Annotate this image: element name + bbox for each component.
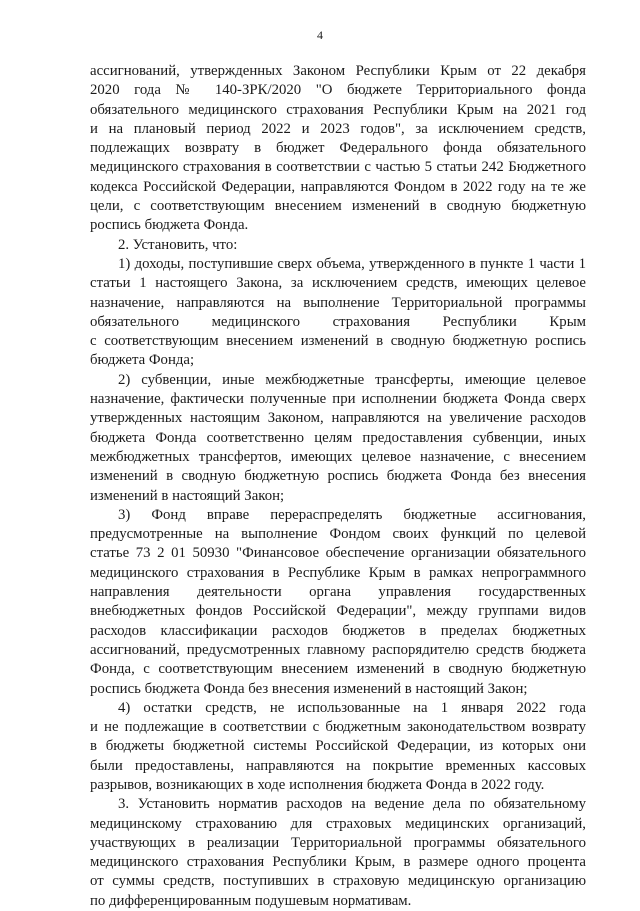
text-line: цели, с соответствующим внесением изменений в сводную бюджетную <box>90 198 586 215</box>
text-line: внебюджетных фондов Российской Федерации", между группами видов <box>90 603 586 620</box>
text-line: медицинского страхования Республики Крым, в размере одного процента <box>90 854 586 871</box>
text-line: изменений в настоящий Закон; <box>90 487 285 504</box>
text-line: 3. Установить норматив расходов на ведение дела по обязательному <box>118 796 586 813</box>
text-line: и на плановый период 2022 и 2023 годов", за исключением средств, <box>90 120 586 137</box>
text-line: разрывов, возникающих в ходе исполнения бюджета Фонда в 2022 году. <box>90 776 545 793</box>
document-body <box>90 62 586 911</box>
text-line: 3) Фонд вправе перераспределять бюджетные ассигнования, <box>118 506 586 523</box>
text-line: от суммы средств, поступивших в страховую медицинскую организацию <box>90 873 586 890</box>
text-line: предусмотренные на выполнение Фондом своих функций по целевой <box>90 526 586 543</box>
text-line: направления деятельности органа управления государственных <box>90 584 586 601</box>
text-line: 2) субвенции, иные межбюджетные трансферты, имеющие целевое <box>118 371 586 388</box>
text-line: статье 73 2 01 50930 "Финансовое обеспечение организации обязательного <box>90 545 586 562</box>
text-line: подлежащих возврату в бюджет Федерального фонда обязательного <box>90 140 586 157</box>
text-line: статьи 1 настоящего Закона, за исключением средств, имеющих целевое <box>90 275 586 292</box>
text-line: обязательного медицинского страхования Республики Крым на 2021 год <box>90 101 586 118</box>
page-number: 4 <box>317 28 323 42</box>
text-line: бюджета Фонда соответственно целям предоставления субвенции, иных <box>90 429 586 446</box>
text-line: ассигнований, предусмотренных главному распорядителю средств бюджета <box>90 641 586 658</box>
text-line: роспись бюджета Фонда. <box>90 217 249 234</box>
text-line: межбюджетных трансфертов, имеющих целевое назначение, с внесением <box>90 448 586 465</box>
text-line: 2. Установить, что: <box>118 236 238 253</box>
text-line: расходов классификации расходов бюджетов в пределах бюджетных <box>90 622 586 639</box>
text-line: медицинскому страхованию для страховых медицинских организаций, <box>90 815 586 832</box>
text-line: медицинского страхования в соответствии с частью 5 статьи 242 Бюджетного <box>90 159 586 176</box>
text-line: роспись бюджета Фонда без внесения изменений в настоящий Закон; <box>90 680 528 697</box>
text-line: по дифференцированным подушевым нормативам. <box>90 892 412 909</box>
text-line: назначение, фактически полученные при исполнении бюджета Фонда сверх <box>90 391 586 408</box>
text-line: утвержденных настоящим Законом, направляются на увеличение расходов <box>90 410 586 427</box>
text-line: участвующих в реализации Территориальной программы обязательного <box>90 834 586 851</box>
text-line: изменений в сводную бюджетную роспись бюджета Фонда без внесения <box>90 468 586 485</box>
text-line: и не подлежащие в соответствии с бюджетным законодательством возврату <box>90 719 586 736</box>
text-line: ассигнований, утвержденных Законом Республики Крым от 22 декабря <box>90 63 586 79</box>
text-line: были предоставлены, направляются на покрытие временных кассовых <box>90 757 586 774</box>
text-line: обязательного медицинского страхования Республики Крым <box>90 313 586 330</box>
text-line: 4) остатки средств, не использованные на 1 января 2022 года <box>118 699 586 716</box>
text-line: назначение, направляются на выполнение Территориальной программы <box>90 294 586 311</box>
text-line: Фонда, с соответствующим внесением изменений в сводную бюджетную <box>90 661 586 678</box>
text-line: в бюджеты бюджетной системы Российской Федерации, из которых они <box>90 738 586 755</box>
text-line: с соответствующим внесением изменений в сводную бюджетную роспись <box>90 333 586 350</box>
text-line: медицинского страхования в Республике Крым в рамках непрограммного <box>90 564 586 581</box>
text-line: кодекса Российской Федерации, направляются Фондом в 2022 году на те же <box>90 178 586 195</box>
text-line: 1) доходы, поступившие сверх объема, утвержденного в пункте 1 части 1 <box>118 255 586 272</box>
text-line: бюджета Фонда; <box>90 352 195 369</box>
text-line: 2020 года № 140-ЗРК/2020 "О бюджете Территориального фонда <box>90 82 586 99</box>
